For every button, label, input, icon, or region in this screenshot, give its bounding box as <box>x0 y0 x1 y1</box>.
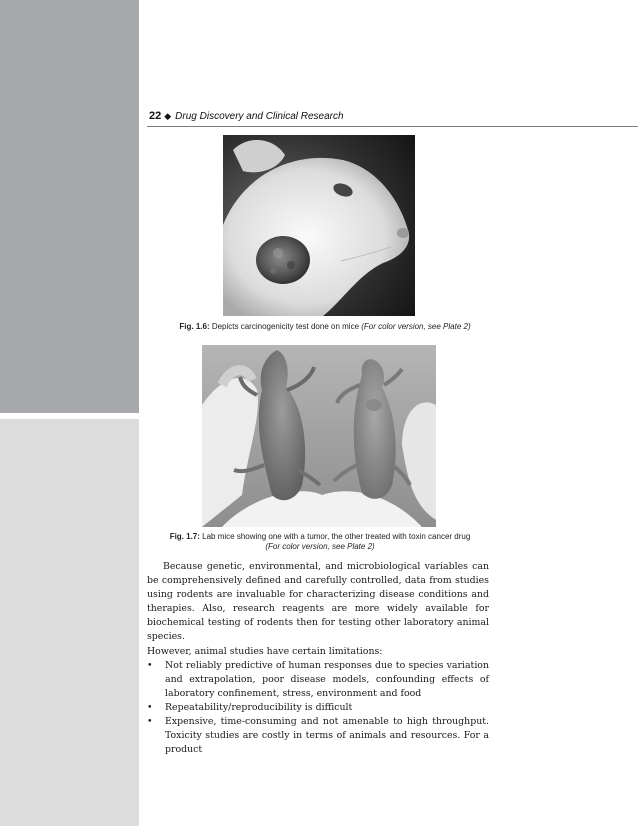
running-header <box>149 110 638 124</box>
list-item <box>147 701 489 715</box>
paragraph: Because genetic, environmental, and microbiological variables can be comprehensively defined and carefully controlled, data from studies using rodents are invaluable for characterizing disease conditions and therapies. Also, research reagents are more widely available for biochemical testing of rodents then for testing other laboratory animal species. <box>147 561 489 643</box>
figure-1-6-mouse-tumor-photo <box>223 135 415 316</box>
figure-1-6-label: Fig. 1.6: <box>179 322 210 331</box>
page-number: 22 <box>149 110 162 122</box>
list-item <box>147 715 489 757</box>
figure-1-7-plate-note: (For color version, see Plate 2) <box>265 542 375 551</box>
figure-1-7-caption <box>150 532 490 552</box>
bullet-icon: • <box>147 716 153 728</box>
bullet-icon: • <box>147 659 153 671</box>
bullet-icon: • <box>147 701 153 713</box>
list-item-text: Not reliably predictive of human responses due to species variation and extrapolation, poor disease models, confounding effects of laboratory confinement, stress, environment and food <box>165 659 489 699</box>
list-item <box>147 659 489 701</box>
figure-1-6-caption-text: Depicts carcinogenicity test done on mice <box>209 322 362 331</box>
list-item-text: Repeatability/reproducibility is difficult <box>165 701 353 713</box>
sidebar-band-dark <box>0 0 139 413</box>
limitations-list <box>147 659 489 758</box>
list-item-text: Expensive, time-consuming and not amenable to high throughput. Toxicity studies are costly in terms of animals and resources. For a product <box>165 716 489 756</box>
figure-1-7-lab-mice-photo <box>202 345 436 527</box>
paragraph: However, animal studies have certain limitations: <box>147 645 383 657</box>
figure-1-7-label: Fig. 1.7: <box>169 532 200 541</box>
diamond-icon: ◆ <box>164 111 172 121</box>
header-rule <box>147 126 638 127</box>
sidebar-band-light <box>0 419 139 826</box>
body-text <box>147 560 489 757</box>
figure-1-6-caption <box>160 322 490 332</box>
figure-1-7-caption-text: Lab mice showing one with a tumor, the other treated with toxin cancer drug <box>199 532 471 541</box>
running-title: Drug Discovery and Clinical Research <box>175 111 344 122</box>
figure-1-6-plate-note: (For color version, see Plate 2) <box>361 322 471 331</box>
